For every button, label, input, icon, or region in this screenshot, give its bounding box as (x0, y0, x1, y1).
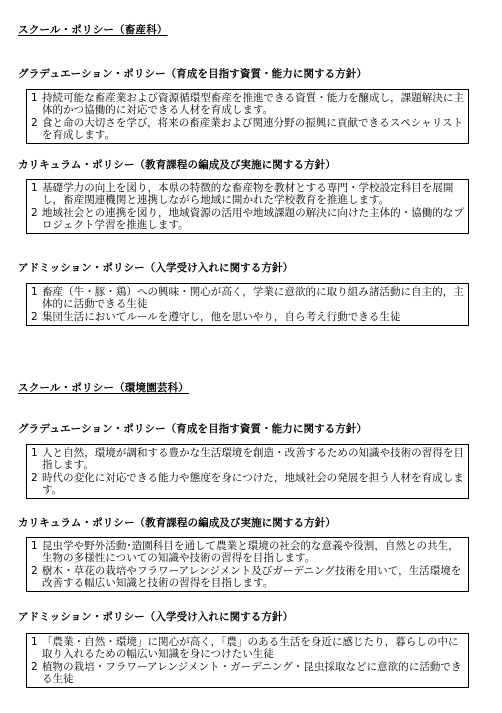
admission-policy-box (26, 633, 469, 688)
section-title-horticulture: スクール・ポリシー（環境園芸科） (18, 382, 189, 394)
policy-item: 1 人と自然，環境が調和する豊かな生活環境を創造・改善するための知識や技術の習得を目指します。 (31, 447, 464, 472)
policy-item: 1 昆虫学や野外活動･造園科目を通して農業と環境の社会的な意義や役割，自然との共生，生物の多様性についての知識や技術の習得を目指します。 (31, 540, 459, 565)
graduation-policy-heading: グラデュエーション・ポリシー（育成を目指す資質・能力に関する方針） (18, 68, 368, 80)
policy-item: 2 樹木・草花の栽培やフラワーアレンジメント及びガーデニング技術を用いて，生活環境を改善する幅広い知識と技術の習得を目指します。 (31, 564, 462, 589)
policy-item: 2 植物の栽培・フラワーアレンジメント・ガーデニング・昆虫採取などに意欲的に活動できる生徒 (31, 660, 462, 685)
policy-item: 1 「農業・自然・環境」に関心が高く，「農」のある生活を身近に感じたり，暮らしの中に取り入れるための幅広い知識を身につけたい生徒 (31, 636, 459, 661)
curriculum-policy-heading: カリキュラム・ポリシー（教育課程の編成及び実施に関する方針） (18, 517, 336, 529)
policy-item: 2 地域社会との連携を図り，地域資源の活用や地域課題の解決に向けた主体的・協働的なプロジェクト学習を推進します。 (31, 206, 464, 231)
graduation-policy-heading: グラデュエーション・ポリシー（育成を目指す資質・能力に関する方針） (18, 423, 368, 435)
section-title-livestock: スクール・ポリシー（畜産科） (18, 24, 168, 36)
admission-policy-box (26, 283, 469, 326)
policy-item: 2 食と命の大切さを学び，将来の畜産業および関連分野の振興に貢献できるスペシャリストを育成します。 (31, 116, 464, 141)
policy-item: 1 畜産（牛・豚・鶏）への興味・関心が高く，学業に意欲的に取り組み諸活動に自主的，主体的に活動できる生徒 (31, 286, 464, 311)
policy-item: 2 集団生活においてルールを遵守し，他を思いやり，自ら考え行動できる生徒 (31, 310, 401, 323)
curriculum-policy-box (26, 537, 469, 592)
graduation-policy-box (26, 444, 469, 499)
admission-policy-heading: アドミッション・ポリシー（入学受け入れに関する方針） (18, 611, 294, 623)
policy-item: 1 持続可能な畜産業および資源循環型畜産を推進できる資質・能力を醸成し，課題解決に主体的かつ協働的に対応できる人材を育成します。 (31, 92, 464, 117)
curriculum-policy-heading: カリキュラム・ポリシー（教育課程の編成及び実施に関する方針） (18, 159, 336, 171)
policy-item: 1 基礎学力の向上を図り，本県の特徴的な畜産物を教材とする専門・学校設定科目を展開し，畜産関連機関と連携しながら地域に開かれた学校教育を推進します。 (31, 182, 454, 207)
admission-policy-heading: アドミッション・ポリシー（入学受け入れに関する方針） (18, 262, 294, 274)
policy-item: 2 時代の変化に対応できる能力や態度を身につけた，地域社会の発展を担う人材を育成します。 (31, 471, 464, 496)
curriculum-policy-box (26, 179, 469, 234)
graduation-policy-box (26, 89, 469, 144)
